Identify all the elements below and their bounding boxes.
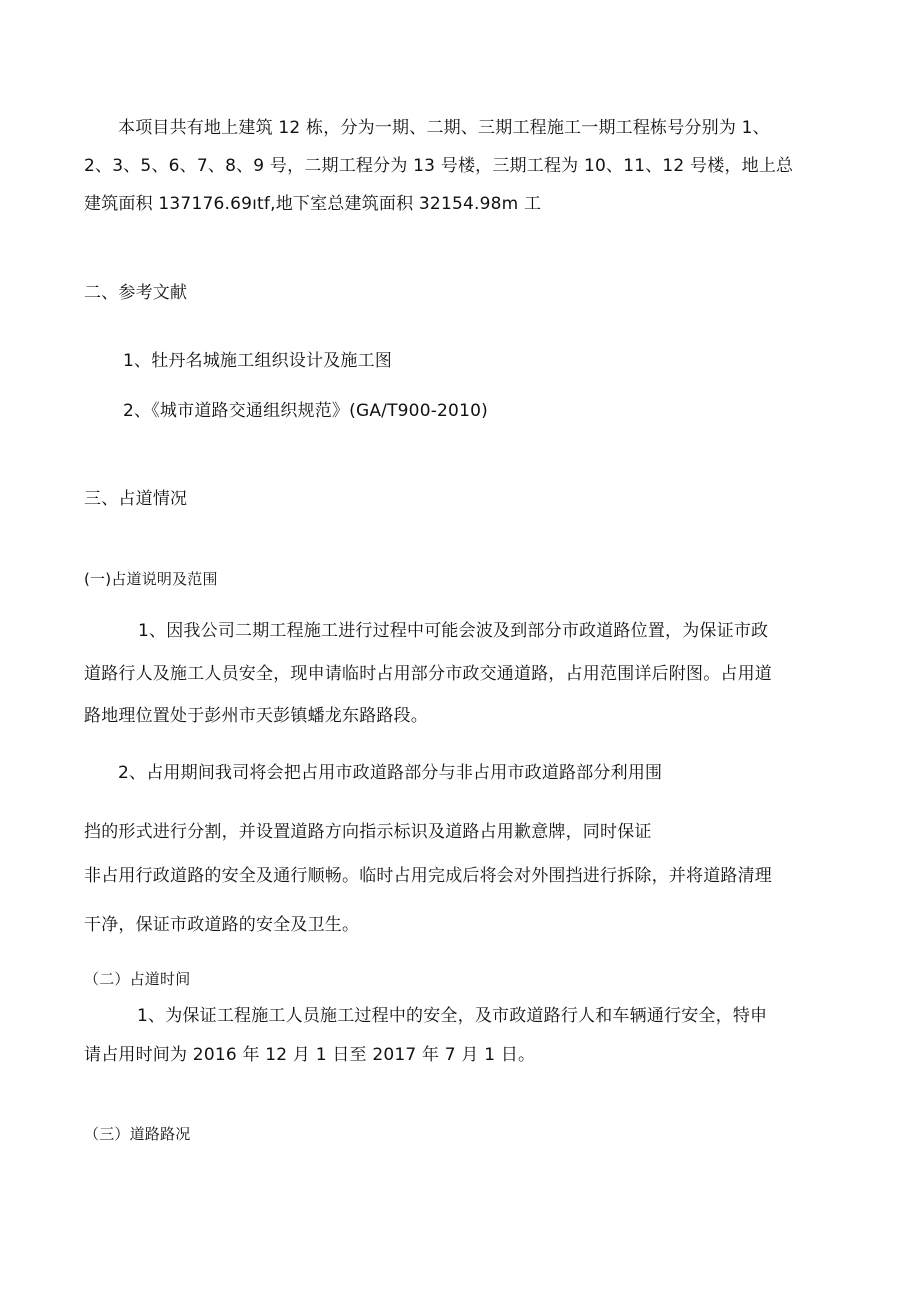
scope-paragraph-line-1: 1、因我公司二期工程施工进行过程中可能会波及到部分市政道路位置，为保证市政 — [138, 621, 769, 641]
paragraph-line-2: 2、3、5、6、7、8、9 号，二期工程分为 13 号楼，三期工程为 10、11、12 号楼，地上总 — [84, 156, 794, 176]
separation-paragraph-line-4: 干净，保证市政道路的安全及卫生。 — [84, 915, 360, 935]
section-heading-road-occupation: 三、占道情况 — [84, 489, 188, 509]
subsection-heading-scope: (一)占道说明及范围 — [84, 570, 218, 588]
scope-paragraph-line-2: 道路行人及施工人员安全，现申请临时占用部分市政交通道路，占用范围详后附图。占用道 — [84, 664, 772, 684]
subsection-heading-road-conditions: （三）道路路况 — [84, 1125, 191, 1143]
separation-paragraph-line-3: 非占用行政道路的安全及通行顺畅。临时占用完成后将会对外围挡进行拆除，并将道路清理 — [84, 866, 772, 886]
section-heading-references: 二、参考文献 — [84, 283, 188, 303]
paragraph-line-3: 建筑面积 137176.69ıtf,地下室总建筑面积 32154.98m 工 — [84, 194, 542, 214]
time-paragraph-line-1: 1、为保证工程施工人员施工过程中的安全，及市政道路行人和车辆通行安全，特申 — [137, 1006, 768, 1026]
paragraph-line-1: 本项目共有地上建筑 12 栋，分为一期、二期、三期工程施工一期工程栋号分别为 1、 — [118, 118, 770, 138]
separation-paragraph-line-2: 挡的形式进行分割，并设置道路方向指示标识及道路占用歉意牌，同时保证 — [84, 822, 652, 842]
scope-paragraph-line-3: 路地理位置处于彭州市天彭镇蟠龙东路路段。 — [84, 706, 428, 726]
time-paragraph-line-2: 请占用时间为 2016 年 12 月 1 日至 2017 年 7 月 1 日。 — [84, 1045, 536, 1065]
subsection-heading-time: （二）占道时间 — [84, 970, 191, 988]
separation-paragraph-line-1: 2、占用期间我司将会把占用市政道路部分与非占用市政道路部分利用围 — [118, 763, 663, 783]
reference-item-1: 1、牡丹名城施工组织设计及施工图 — [123, 351, 393, 371]
reference-item-2: 2、《城市道路交通组织规范》(GA/T900-2010) — [123, 401, 488, 421]
